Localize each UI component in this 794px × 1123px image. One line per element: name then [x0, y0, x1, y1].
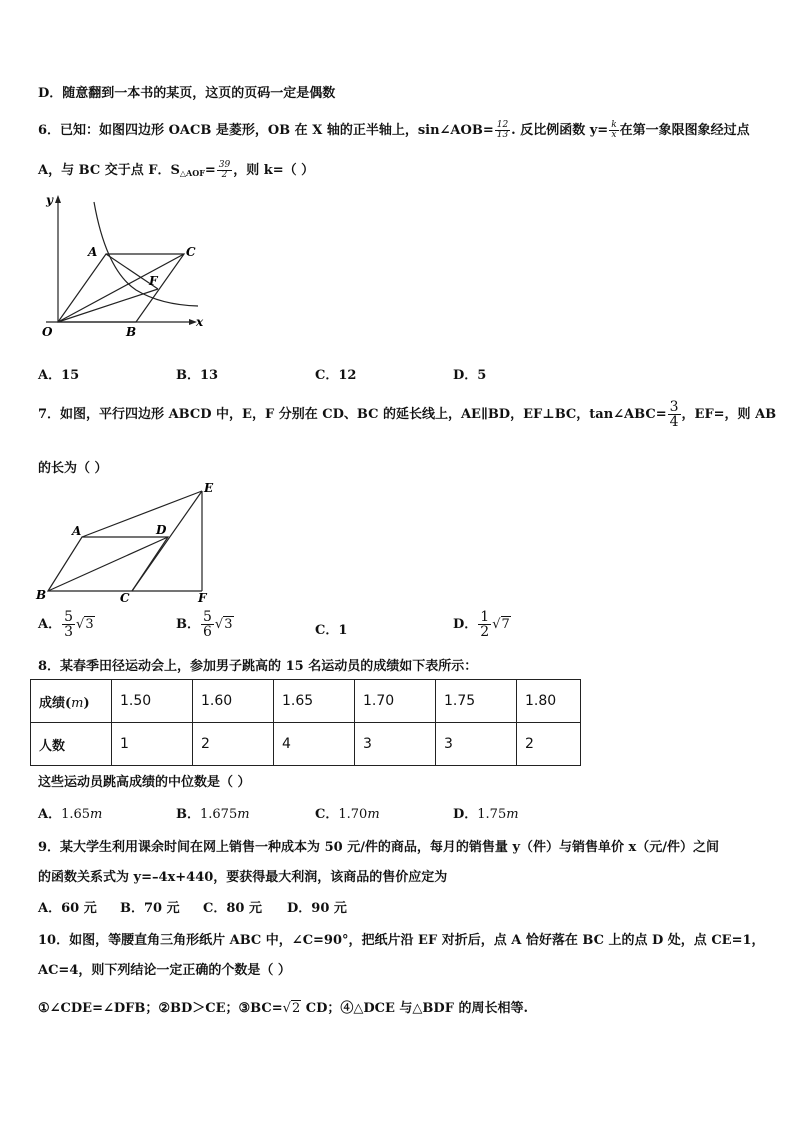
- q6-segment-of: [58, 289, 158, 322]
- q6-label-b: B: [126, 325, 137, 339]
- q8-option-d-label: D．: [453, 807, 478, 822]
- q10-statements-b: CD；④△DCE 与△BDF 的周长相等.: [301, 1001, 528, 1016]
- q10-statements: [38, 997, 528, 1016]
- prev-option-d: D．随意翻到一本书的某页，这页的页码一定是偶数: [38, 86, 336, 101]
- q6-area-den: 2: [221, 170, 228, 180]
- table-cell: 2: [193, 723, 274, 766]
- q7-option-d-sqrt: √7: [492, 617, 510, 632]
- q8-option-c-label: C．: [315, 807, 339, 822]
- q7-option-a-fraction: [62, 610, 75, 639]
- q7-stem-line1: [38, 400, 776, 429]
- q7-option-c[interactable]: [315, 619, 347, 638]
- q7-option-d-fraction: [478, 610, 491, 639]
- q7-option-d[interactable]: [453, 610, 511, 639]
- q7-option-b-radicand: 3: [224, 617, 233, 632]
- q6-option-d-label: D．: [453, 368, 478, 383]
- q7-tan-num: 3: [669, 399, 679, 415]
- table-cell: 1.65: [274, 680, 355, 723]
- table-cell: 1.70: [355, 680, 436, 723]
- q7-option-b-num: 5: [203, 609, 212, 625]
- q6-text-b: . 反比例函数 y=: [511, 123, 609, 138]
- q7-option-c-value: 1: [338, 623, 348, 638]
- q7-segment-ae: [82, 491, 202, 537]
- q6-text-f: ，则 k=（ ）: [233, 163, 315, 178]
- q7-figure: [30, 478, 230, 606]
- q6-label-c: C: [186, 245, 196, 259]
- q6-stem-line1: [38, 119, 750, 140]
- q9-option-b[interactable]: B．70 元: [120, 901, 180, 916]
- q8-option-c-unit: m: [367, 807, 380, 822]
- q6-figure: [36, 190, 206, 340]
- q7-option-c-label: C．: [315, 623, 339, 638]
- table-row: [31, 723, 581, 766]
- table-cell: 1.75: [436, 680, 517, 723]
- q7-option-b-fraction: [201, 610, 214, 639]
- q9-option-a[interactable]: A．60 元: [38, 901, 97, 916]
- q9-option-d[interactable]: D．90 元: [287, 901, 347, 916]
- q8-option-c-num: 1.70: [338, 807, 368, 822]
- table-cell: 3: [355, 723, 436, 766]
- q6-sin-fraction: [495, 121, 510, 140]
- q7-option-b-den: 6: [203, 624, 212, 640]
- q6-kx-fraction: [609, 121, 618, 140]
- q6-option-d[interactable]: [453, 364, 486, 383]
- q10-stem-line1: 10．如图，等腰直角三角形纸片 ABC 中，∠C=90°，把纸片沿 EF 对折后，点 A 恰好落在 BC 上的点 D 处，点 CE=1，: [38, 933, 765, 948]
- q6-label-o: O: [42, 325, 53, 339]
- q9-stem-line1: 9．某大学生利用课余时间在网上销售一种成本为 50 元/件的商品，每月的销售量 y（件）与销售单价 x（元/件）之间: [38, 840, 720, 855]
- q8-option-d-num: 1.75: [477, 807, 507, 822]
- q7-option-d-den: 2: [480, 624, 490, 640]
- q10-sqrt: √2: [282, 1001, 301, 1016]
- q6-label-x: x: [196, 315, 204, 329]
- q6-text-c: 在第一象限图象经过点: [619, 123, 750, 138]
- q6-label-y: y: [46, 193, 53, 207]
- table-cell: 3: [436, 723, 517, 766]
- q6-sin-den: 13: [496, 130, 509, 140]
- q8-option-c[interactable]: [315, 803, 380, 822]
- q7-option-a[interactable]: [38, 610, 95, 639]
- q8-question: 这些运动员跳高成绩的中位数是（ ）: [38, 775, 251, 790]
- q6-k: k: [611, 120, 617, 130]
- q6-text-a: 6．已知：如图四边形 OACB 是菱形，OB 在 X 轴的正半轴上，sin∠AOB=: [38, 123, 494, 138]
- q7-text-b: ，EF=，则 AB: [681, 407, 777, 422]
- q7-option-b-sqrt: √3: [214, 617, 233, 632]
- q7-stem-line2: 的长为（ ）: [38, 461, 108, 476]
- q6-option-c[interactable]: [315, 364, 356, 383]
- q6-option-d-value: 5: [477, 368, 487, 383]
- q6-option-a-label: A．: [38, 368, 62, 383]
- q8-option-d[interactable]: [453, 803, 519, 822]
- q6-option-a-value: 15: [61, 368, 80, 383]
- q7-option-a-num: 5: [64, 609, 74, 625]
- q7-option-b-label: B．: [176, 617, 200, 632]
- q8-option-b-unit: m: [237, 807, 250, 822]
- q8-row-head-score-text: 成绩: [39, 695, 66, 711]
- q6-stem-line2: [38, 159, 314, 180]
- q8-row-head-count: 人数: [31, 723, 112, 766]
- table-cell: 1: [112, 723, 193, 766]
- q6-area-subscript: △AOF: [179, 168, 205, 178]
- q8-row-head-score: 成绩(m): [31, 680, 112, 723]
- q6-x: x: [611, 130, 617, 140]
- q6-option-c-label: C．: [315, 368, 339, 383]
- q8-option-a[interactable]: [38, 803, 102, 822]
- q8-option-b-num: 1.675: [200, 807, 238, 822]
- q8-option-a-label: A．: [38, 807, 62, 822]
- q6-option-a[interactable]: [38, 364, 79, 383]
- table-cell: 4: [274, 723, 355, 766]
- q7-tan-den: 4: [669, 414, 679, 430]
- q6-label-a: A: [88, 245, 98, 259]
- q6-label-f: F: [149, 274, 158, 288]
- q9-stem-line2: 的函数关系式为 y=–4x+440，要获得最大利润，该商品的售价应定为: [38, 870, 448, 885]
- q8-option-d-unit: m: [506, 807, 519, 822]
- q7-option-a-radicand: 3: [85, 617, 94, 632]
- q7-label-b: B: [36, 588, 47, 602]
- q7-label-e: E: [204, 481, 214, 495]
- q6-area-num: 39: [218, 160, 231, 170]
- q8-option-b-label: B．: [176, 807, 200, 822]
- q9-option-c[interactable]: C．80 元: [203, 901, 262, 916]
- q7-option-a-den: 3: [64, 624, 74, 640]
- q6-y-arrow: [55, 195, 61, 203]
- q10-statements-a: ①∠CDE=∠DFB；②BD＞CE；③BC=: [38, 1001, 283, 1016]
- q7-label-d: D: [156, 523, 167, 537]
- q7-text-a: 7．如图，平行四边形 ABCD 中，E，F 分别在 CD、BC 的延长线上，AE∥BD，EF⊥BC，tan∠ABC=: [38, 407, 667, 422]
- q6-text-e: =: [204, 163, 216, 178]
- q7-option-d-num: 1: [480, 609, 490, 625]
- q7-segment-ce: [132, 491, 202, 591]
- q7-label-a: A: [72, 524, 82, 538]
- q8-score-table: [30, 679, 581, 766]
- q7-option-d-label: D．: [453, 617, 478, 632]
- q7-label-f: F: [198, 591, 207, 605]
- q6-option-b[interactable]: [176, 364, 218, 383]
- q7-option-b[interactable]: [176, 610, 234, 639]
- q7-option-d-radicand: 7: [501, 617, 510, 632]
- q7-tan-fraction: [668, 400, 681, 429]
- q6-sin-num: 12: [496, 120, 509, 130]
- q8-option-b[interactable]: [176, 803, 250, 822]
- table-cell: 1.60: [193, 680, 274, 723]
- table-cell: 1.50: [112, 680, 193, 723]
- q7-label-c: C: [120, 591, 130, 605]
- q6-option-b-label: B．: [176, 368, 200, 383]
- q10-stem-line2: AC=4，则下列结论一定正确的个数是（ ）: [38, 963, 291, 978]
- q6-option-b-value: 13: [200, 368, 219, 383]
- q6-area-fraction: [217, 161, 232, 180]
- q10-radicand: 2: [291, 1001, 301, 1016]
- table-cell: 2: [517, 723, 581, 766]
- q8-option-a-num: 1.65: [61, 807, 91, 822]
- q7-option-a-label: A．: [38, 617, 62, 632]
- table-row: [31, 680, 581, 723]
- q6-text-d: A，与 BC 交于点 F．S: [38, 163, 180, 178]
- q8-row-head-unit: m: [71, 695, 84, 711]
- q6-option-c-value: 12: [338, 368, 357, 383]
- q8-stem: 8．某春季田径运动会上，参加男子跳高的 15 名运动员的成绩如下表所示：: [38, 659, 478, 674]
- q7-option-a-sqrt: √3: [76, 617, 94, 632]
- q8-option-a-unit: m: [90, 807, 103, 822]
- table-cell: 1.80: [517, 680, 581, 723]
